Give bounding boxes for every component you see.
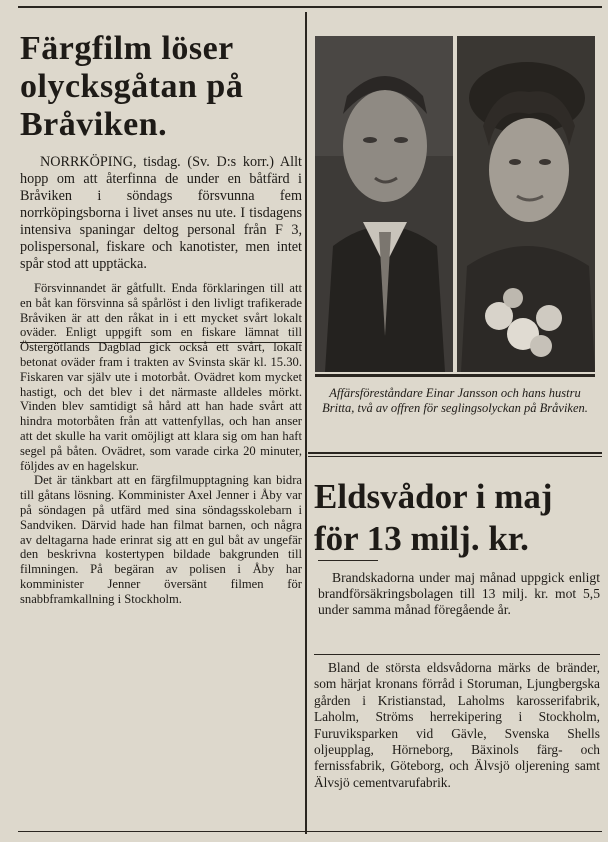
article2-lead-divider xyxy=(318,560,378,561)
column-divider xyxy=(305,12,307,834)
article1-paragraph-1: Försvinnandet är gåtfullt. Enda förklaringen till att en båt kan försvinna så spårlöst i den livligt trafikerade Bråviken är att den råkat in i ett mycket svårt lokalt oväder. Enligt uppgift som en fiskare lämnat till Östergötlands Dagblad gick också ett svårt, lokalt betonat oväder fram i trakten av Svinsta skär kl. 15.30. Fiskaren var själv ute i motorbåt. Ovädret kom mycket hastigt, och det blev i det närmaste alldeles mörkt. Vinden blev samtidigt så hård att han hade svårt att hindra motorbåten från att vattenfyllas, och han anser att det skulle ha varit omöjligt att klara sig om han haft segel på båten. Ovädret, som varade cirka 20 minuter, följdes av en hagelskur. xyxy=(20,281,302,473)
portrait-photos xyxy=(315,36,595,372)
section-divider xyxy=(308,452,602,454)
article1-headline: Färgfilm löser olycksgåtan på Bråviken. xyxy=(20,30,244,143)
article-left xyxy=(20,30,302,607)
article2-lead: Brandskadorna under maj månad uppgick enligt brandförsäkringsbolagen till 13 milj. kr. mot 5,5 under samma månad föregående år. xyxy=(318,570,600,618)
photo-border-bottom xyxy=(315,374,595,377)
article2-body-divider xyxy=(314,654,600,655)
portrait-man-image xyxy=(315,36,453,372)
portrait-woman-image xyxy=(457,36,595,372)
section-divider-2 xyxy=(308,456,602,457)
article2-body: Bland de största eldsvådorna märks de bränder, som härjat kronans förråd i Storuman, Ljungbergska gården i Kristianstad, Laholms karosserifabrik, Laholm, Ströms herrekipering i Stockholm, Furuviksparken vid Gävle, Svenska Shells oljeupplag, Hörneborg, Bäxinols färg- och fernissfabrik, Göteborg, och Älvsjö oljerening samt Älvsjö cementvarufabrik. xyxy=(314,660,600,790)
photo-caption: Affärsföreståndare Einar Jansson och hans hustru Britta, två av offren för seglingsolyckan på Bråviken. xyxy=(322,386,588,415)
bottom-rule xyxy=(18,831,602,832)
article2-headline: Eldsvådor i maj för 13 milj. kr. xyxy=(314,477,553,558)
top-rule xyxy=(18,6,602,8)
article1-body xyxy=(20,281,302,607)
article1-paragraph-2: Det är tänkbart att en färgfilmupptagning kan bidra till gåtans lösning. Komminister Axel Jenner i Åby var på söndagen på utfärd med sina söndagsskolebarn i Sandviken. Därvid hade han filmat barnen, och några av deltagarna hade erinrat sig att en gul båt av ungefär den beskrivna kostertypen bildade bakgrunden till filmningen. På begäran av polisen i Åby har komminister Jenner översänt filmen för snabbframkallning i Stockholm. xyxy=(20,473,302,606)
article1-lead: NORRKÖPING, tisdag. (Sv. D:s korr.) Allt hopp om att återfinna de under en båtfärd i Bråviken i söndags försvunna fem norrköpingsborna i livet anses nu ute. I tisdagens intensiva spaningar deltog personal från F 3, polispersonal, fiskare och kanotister, men intet spår stod att upptäcka. xyxy=(20,154,302,272)
